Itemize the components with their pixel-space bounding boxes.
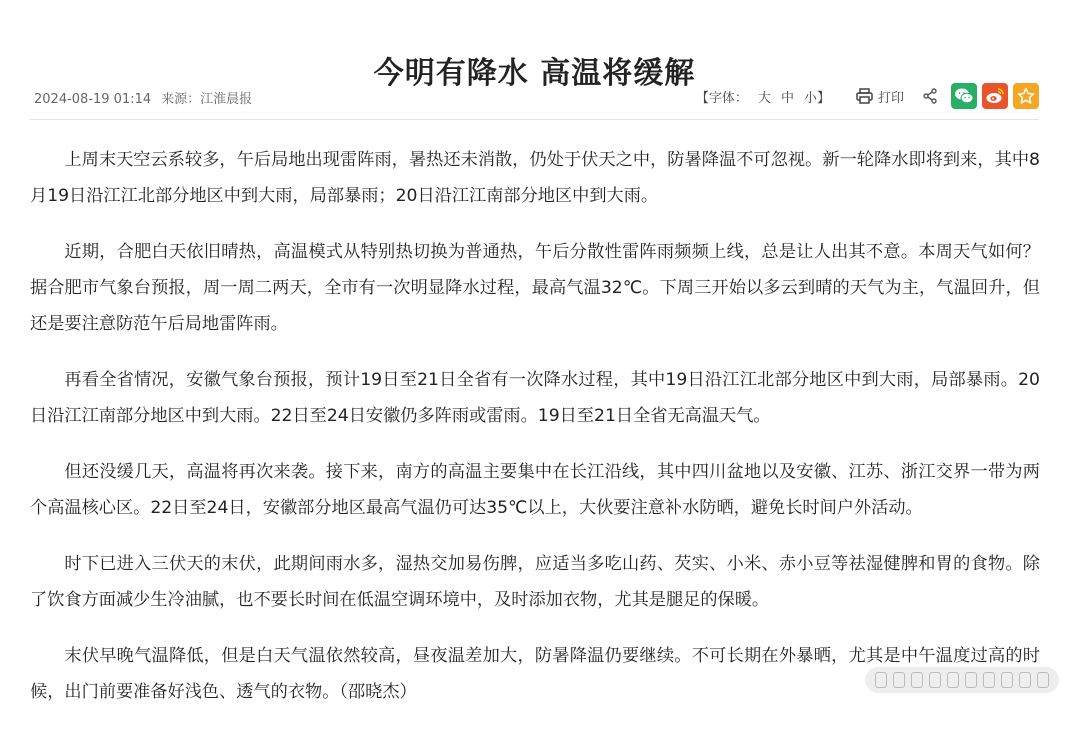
favorite-button[interactable] [1013, 83, 1039, 109]
watermark-bar-icon [911, 672, 923, 688]
font-size-large-button[interactable]: 大 [757, 90, 771, 106]
watermark-overlay [865, 667, 1059, 693]
article-paragraph: 末伏早晚气温降低，但是白天气温依然较高，昼夜温差加大，防暑降温仍要继续。不可长期在外暴晒，尤其是中午温度过高的时候，出门前要准备好浅色、透气的衣物。（邵晓杰） [30, 646, 1040, 702]
article-meta [34, 88, 262, 107]
watermark-bar-icon [893, 672, 905, 688]
article-body [30, 142, 1040, 730]
watermark-bar-icon [875, 672, 887, 688]
printer-icon [856, 88, 873, 104]
weibo-share-button[interactable] [982, 83, 1008, 109]
star-icon [1017, 87, 1035, 105]
watermark-bar-icon [1019, 672, 1031, 688]
font-size-label: 【字体： [695, 90, 748, 106]
watermark-bar-icon [965, 672, 977, 688]
wechat-icon [954, 87, 974, 105]
share-icon[interactable] [922, 88, 938, 104]
watermark-bar-icon [983, 672, 995, 688]
article-source: 来源：江淮晨报 [161, 92, 253, 107]
watermark-bar-icon [947, 672, 959, 688]
font-size-medium-button[interactable]: 中 [780, 90, 794, 106]
header-divider [30, 119, 1039, 120]
publish-date: 2024-08-19 01:14 [34, 92, 152, 107]
article-paragraph: 再看全省情况，安徽气象台预报，预计19日至21日全省有一次降水过程，其中19日沿江江北部分地区中到大雨，局部暴雨。20日沿江江南部分地区中到大雨。22日至24日安徽仍多阵雨或雷雨。19日至21日全省无高温天气。 [30, 370, 1040, 426]
article-paragraph: 时下已进入三伏天的末伏，此期间雨水多，湿热交加易伤脾，应适当多吃山药、芡实、小米、赤小豆等祛湿健脾和胃的食物。除了饮食方面减少生冷油腻，也不要长时间在低温空调环境中，及时添加衣物，尤其是腿足的保暖。 [30, 554, 1040, 610]
print-label: 打印 [877, 90, 904, 106]
font-size-small-button[interactable]: 小 [803, 90, 817, 106]
print-button[interactable] [856, 87, 904, 106]
watermark-bar-icon [929, 672, 941, 688]
article-title: 今明有降水 高温将缓解 [373, 56, 696, 92]
font-size-control [696, 87, 830, 106]
wechat-share-button[interactable] [951, 83, 977, 109]
weibo-icon [985, 87, 1005, 105]
article-paragraph: 但还没缓几天，高温将再次来袭。接下来，南方的高温主要集中在长江沿线，其中四川盆地以及安徽、江苏、浙江交界一带为两个高温核心区。22日至24日，安徽部分地区最高气温仍可达35℃以上，大伙要注意补水防晒，避免长时间户外活动。 [30, 462, 1040, 518]
font-size-label-close: 】 [816, 90, 830, 106]
article-paragraph: 近期，合肥白天依旧晴热，高温模式从特别热切换为普通热，午后分散性雷阵雨频频上线，总是让人出其不意。本周天气如何？据合肥市气象台预报，周一周二两天，全市有一次明显降水过程，最高气温32℃。下周三开始以多云到晴的天气为主，气温回升，但还是要注意防范午后局地雷阵雨。 [30, 242, 1040, 334]
article-toolbar [696, 83, 1039, 109]
watermark-bar-icon [1001, 672, 1013, 688]
article-paragraph: 上周末天空云系较多，午后局地出现雷阵雨，暑热还未消散，仍处于伏天之中，防暑降温不可忽视。新一轮降水即将到来，其中8月19日沿江江北部分地区中到大雨，局部暴雨；20日沿江江南部分地区中到大雨。 [30, 150, 1040, 206]
watermark-bar-icon [1037, 672, 1049, 688]
